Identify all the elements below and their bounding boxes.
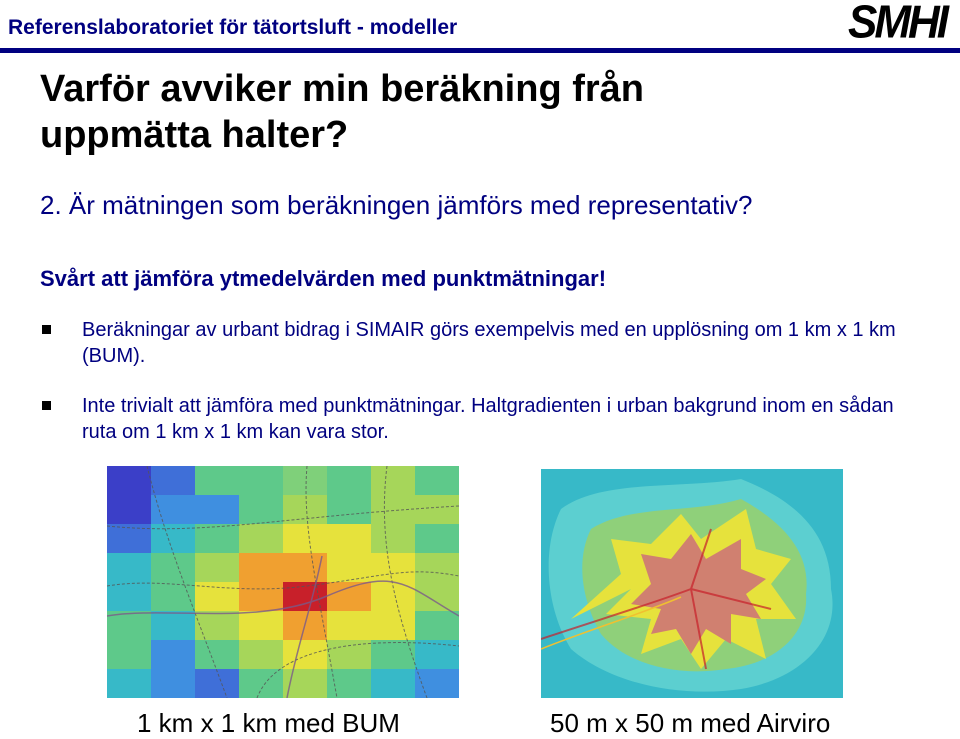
section-heading: Svårt att jämföra ytmedelvärden med punktmätningar! [40, 266, 607, 291]
smhi-logo: SMHI [848, 0, 946, 49]
bullet-text: Inte trivialt att jämföra med punktmätningar. Haltgradienten i urban bakgrund inom en sådan ruta om 1 km x 1 km kan vara stor. [82, 395, 894, 443]
bullet-square-icon [42, 401, 51, 410]
airviro-map [541, 469, 843, 698]
slide-title: Varför avviker min beräkning från uppmätta halter? [40, 68, 645, 156]
bullet-square-icon [42, 325, 51, 334]
slide-subtitle: 2. Är mätningen som beräkningen jämförs med representativ? [40, 190, 753, 220]
bullet-text: Beräkningar av urbant bidrag i SIMAIR görs exempelvis med en upplösning om 1 km x 1 km (BUM). [82, 319, 896, 367]
bullet-item [40, 317, 920, 369]
left-figure-caption: 1 km x 1 km med BUM [137, 708, 400, 738]
right-figure-caption: 50 m x 50 m med Airviro [550, 708, 831, 738]
header-title: Referenslaboratoriet för tätortsluft - modeller [8, 16, 458, 39]
header-divider [0, 48, 960, 53]
airviro-map-graphic [541, 469, 843, 698]
bullet-item [40, 393, 920, 445]
bum-grid-map-graphic [107, 466, 459, 698]
bum-grid-map [107, 466, 459, 698]
